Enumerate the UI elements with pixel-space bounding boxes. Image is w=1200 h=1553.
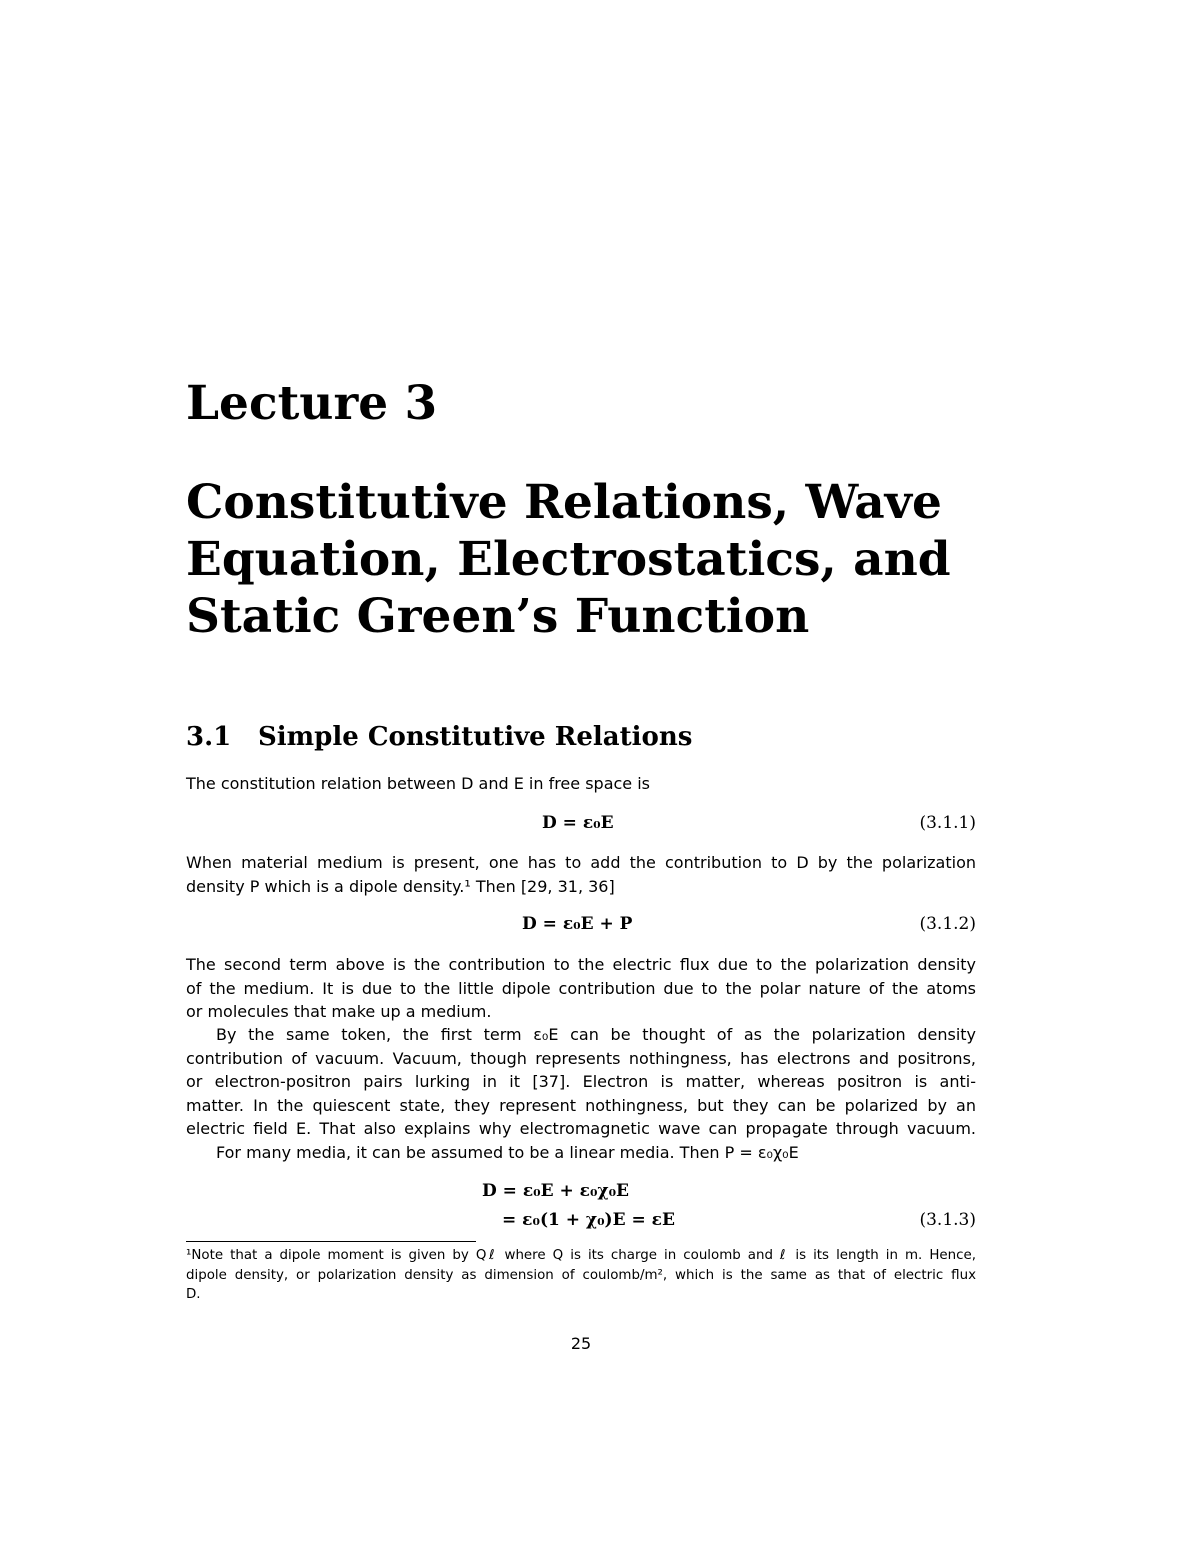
footnote-line: ¹Note that a dipole moment is given by Qℓ where Q is its charge in coulomb and ℓ is its length in m. Hence,	[186, 1248, 976, 1263]
text-line: By the same token, the first term ε₀E can be thought of as the polarization density	[216, 1025, 976, 1044]
chapter-title	[186, 474, 976, 645]
equation-number: (3.1.1)	[919, 813, 976, 833]
equation-number: (3.1.3)	[919, 1210, 976, 1230]
equation-number: (3.1.2)	[919, 914, 976, 934]
text-line: For many media, it can be assumed to be a linear media. Then P = ε₀χ₀E	[216, 1143, 799, 1162]
text-line: or electron-positron pairs lurking in it [37]. Electron is matter, whereas positron is anti-	[186, 1072, 976, 1091]
section-title: Simple Constitutive Relations	[258, 722, 693, 752]
equation-line: D = ε₀E + ε₀χ₀E	[482, 1181, 630, 1201]
paragraph-linear-media	[186, 1141, 976, 1165]
paragraph-vacuum	[186, 1023, 976, 1141]
section-number: 3.1	[186, 722, 232, 752]
chapter-title-line: Constitutive Relations, Wave	[186, 475, 942, 530]
text-line: density P which is a dipole density.¹ Then [29, 31, 36]	[186, 876, 615, 896]
lecture-label: Lecture 3	[186, 376, 438, 431]
text-line: matter. In the quiescent state, they represent nothingness, but they can be polarized by an	[186, 1095, 976, 1115]
page-number: 25	[570, 1334, 592, 1353]
text-line: electric field E. That also explains why electromagnetic wave can propagate through vacuum.	[186, 1119, 976, 1138]
paragraph-intro	[186, 772, 976, 796]
paragraph-polarization	[186, 851, 976, 898]
chapter-title-line: Static Green’s Function	[186, 589, 810, 644]
equation-body: D = ε₀E + P	[522, 914, 633, 934]
paragraph-second-term	[186, 953, 976, 1024]
footnote-line: D.	[186, 1287, 201, 1302]
footnote-rule	[186, 1241, 476, 1242]
section-heading	[186, 719, 692, 755]
text-line: of the medium. It is due to the little dipole contribution due to the polar nature of the atoms	[186, 978, 976, 998]
equation-body: D = ε₀E	[542, 813, 614, 833]
document-page	[186, 0, 976, 1553]
text-line: When material medium is present, one has to add the contribution to D by the polarization	[186, 853, 976, 872]
equation-3-1-3	[186, 1179, 976, 1233]
text-line: The constitution relation between D and E in free space is	[186, 774, 650, 793]
text-line: contribution of vacuum. Vacuum, though represents nothingness, has electrons and positrons,	[186, 1048, 976, 1068]
text-line: or molecules that make up a medium.	[186, 1002, 492, 1021]
chapter-title-line: Equation, Electrostatics, and	[186, 532, 951, 587]
footnote	[186, 1246, 976, 1305]
equation-line: = ε₀(1 + χ₀)E = εE	[502, 1210, 675, 1230]
text-line: The second term above is the contribution to the electric flux due to the polarization density	[186, 955, 976, 974]
footnote-line: dipole density, or polarization density as dimension of coulomb/m², which is the same as that of electric flux	[186, 1267, 976, 1283]
